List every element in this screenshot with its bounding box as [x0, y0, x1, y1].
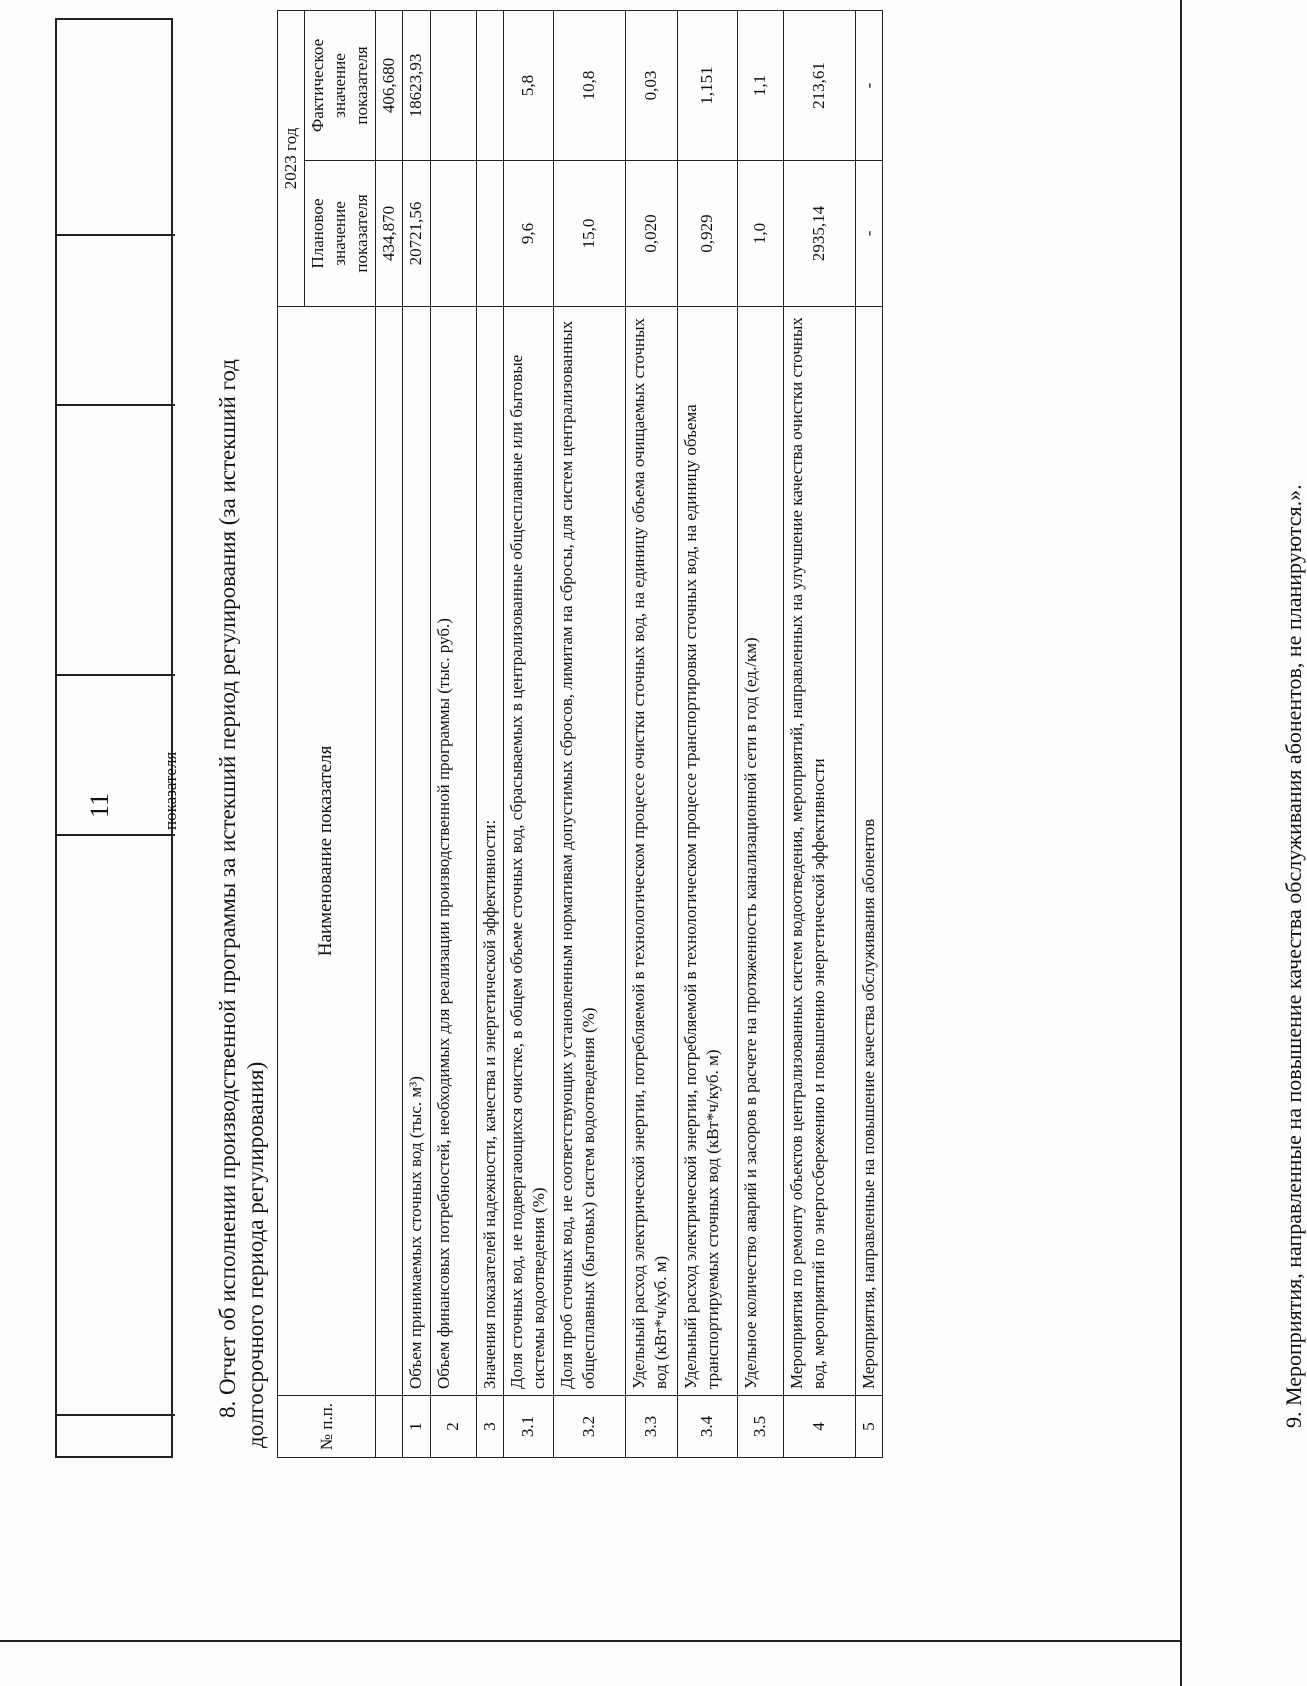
cell-plan: 15,0 — [553, 160, 625, 306]
cell-fact: 5,8 — [503, 11, 553, 161]
table-row — [625, 11, 677, 1458]
cell-plan: 20721,56 — [403, 160, 430, 306]
col-header-fact: Фактическое значение показателя — [305, 11, 376, 161]
col-header-num: № п.п. — [278, 1396, 376, 1458]
cell-fact: 0,03 — [625, 11, 677, 161]
cell-plan: 0,929 — [677, 160, 737, 306]
table-row — [430, 11, 476, 1458]
cell-plan — [476, 160, 503, 306]
col-header-name: Наименование показателя — [278, 306, 376, 1395]
cell-num: 1 — [403, 1396, 430, 1458]
col-header-plan: Плановое значение показателя — [305, 160, 376, 306]
table-row — [553, 11, 625, 1458]
section-9-heading: 9. Мероприятия, направленные на повышение качества обслуживания абонентов, не планируются.». — [1281, 484, 1306, 1428]
previous-table-fragment — [55, 18, 173, 1458]
prev-table-divider — [57, 674, 175, 676]
prev-table-divider — [57, 404, 175, 406]
table-row — [503, 11, 553, 1458]
cell-name: Объем принимаемых сточных вод (тыс. м³) — [403, 306, 430, 1395]
cell-name: Доля проб сточных вод, не соответствующих установленным нормативам допустимых сбросов, лимитам на сбросы, для систем централизованных общесплавных (бытовых) систем водоотведения (%) — [553, 306, 625, 1395]
cell-num: 3.1 — [503, 1396, 553, 1458]
cell-plan: 1,0 — [737, 160, 783, 306]
cell-num: 3.2 — [553, 1396, 625, 1458]
cell-name: Доля сточных вод, не подвергающихся очистке, в общем объеме сточных вод, сбрасываемых в централизованные общесплавные или бытовые системы водоотведения (%) — [503, 306, 553, 1395]
cell-plan: 434,870 — [376, 160, 403, 306]
cell-num — [376, 1396, 403, 1458]
table-row — [737, 11, 783, 1458]
cell-fact: 18623,93 — [403, 11, 430, 161]
cell-name — [376, 306, 403, 1395]
cell-plan: 9,6 — [503, 160, 553, 306]
table-row — [376, 11, 403, 1458]
prev-table-divider — [57, 234, 175, 236]
cell-fact: - — [855, 11, 882, 161]
cell-num: 3.4 — [677, 1396, 737, 1458]
cell-num: 3.3 — [625, 1396, 677, 1458]
cell-fact: 406,680 — [376, 11, 403, 161]
prev-table-label: показателя — [161, 751, 180, 830]
col-header-year: 2023 год — [278, 11, 305, 307]
table-row — [783, 11, 855, 1458]
cell-name: Удельный расход электрической энергии, потребляемой в технологическом процессе транспортировки сточных вод, на единицу объема транспортируемых сточных вод (кВт*ч/куб. м) — [677, 306, 737, 1395]
cell-num: 4 — [783, 1396, 855, 1458]
cell-fact: 1,151 — [677, 11, 737, 161]
cell-name: Объем финансовых потребностей, необходимых для реализации производственной программы (тыс. руб.) — [430, 306, 476, 1395]
table-row — [677, 11, 737, 1458]
table-row — [855, 11, 882, 1458]
cell-plan — [430, 160, 476, 306]
section-8-heading-cont: долгосрочного периода регулирования) — [243, 1061, 268, 1448]
cell-plan: 0,020 — [625, 160, 677, 306]
cell-name: Значения показателей надежности, качества и энергетической эффективности: — [476, 306, 503, 1395]
prev-table-divider — [57, 834, 175, 836]
cell-fact: 10,8 — [553, 11, 625, 161]
cell-name: Удельный расход электрической энергии, потребляемой в технологическом процессе очистки сточных вод, на единицу объема очищаемых сточных вод (кВт*ч/куб. м) — [625, 306, 677, 1395]
prev-table-divider — [57, 1414, 175, 1416]
cell-num: 5 — [855, 1396, 882, 1458]
cell-plan: 2935,14 — [783, 160, 855, 306]
table-row — [403, 11, 430, 1458]
cell-name: Удельное количество аварий и засоров в расчете на протяженность канализационной сети в год (ед./км) — [737, 306, 783, 1395]
cell-fact — [476, 11, 503, 161]
cell-num: 2 — [430, 1396, 476, 1458]
page-right-edge — [1180, 0, 1182, 1686]
cell-fact — [430, 11, 476, 161]
cell-plan: - — [855, 160, 882, 306]
table-row — [476, 11, 503, 1458]
page-number: 11 — [85, 792, 114, 818]
cell-name: Мероприятия, направленные на повышение качества обслуживания абонентов — [855, 306, 882, 1395]
cell-name: Мероприятия по ремонту объектов централизованных систем водоотведения, мероприятий, направленных на улучшение качества очистки сточных вод, мероприятий по энергосбережению и повышению энергетической эффективности — [783, 306, 855, 1395]
section-8-heading: 8. Отчет об исполнении производственной программы за истекший период регулирования (за истекший год — [215, 359, 240, 1418]
cell-num: 3.5 — [737, 1396, 783, 1458]
cell-fact: 213,61 — [783, 11, 855, 161]
production-program-report-table — [277, 10, 883, 1458]
cell-num: 3 — [476, 1396, 503, 1458]
page-bottom-edge — [0, 1640, 1180, 1642]
cell-fact: 1,1 — [737, 11, 783, 161]
